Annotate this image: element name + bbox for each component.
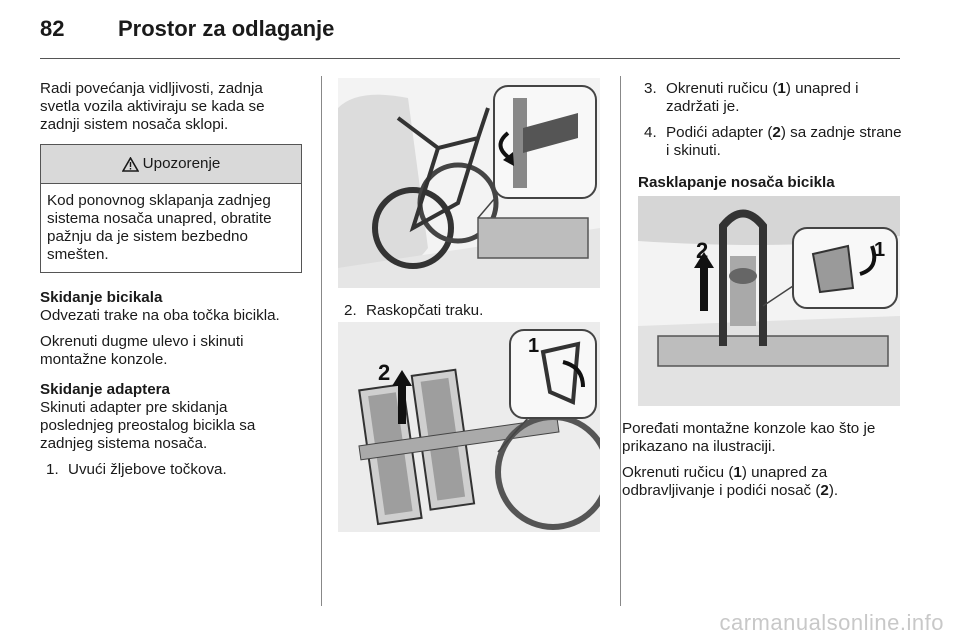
step-text: Okrenuti ručicu (1) unapred i zadržati je. bbox=[666, 80, 859, 115]
figure-label-2: 2 bbox=[696, 238, 709, 263]
warning-triangle-icon bbox=[122, 157, 139, 172]
bike-removal-heading: Skidanje bicikala bbox=[40, 289, 163, 306]
page-title: Prostor za odlaganje bbox=[118, 16, 335, 41]
adapter-text: Skinuti adapter pre skidanja poslednjeg preostalog bicikla sa zadnjeg sistema nosača. bbox=[40, 399, 256, 452]
step-number: 2. bbox=[344, 302, 357, 319]
adapter-heading: Skidanje adaptera bbox=[40, 381, 170, 398]
step-number: 4. bbox=[644, 124, 657, 141]
figure-label-2: 2 bbox=[378, 360, 391, 385]
step-2 bbox=[344, 302, 604, 320]
warning-header bbox=[41, 145, 301, 184]
align-text: Poređati montažne konzole kao što je prikazano na ilustraciji. bbox=[622, 420, 876, 455]
step-text: Raskopčati traku. bbox=[366, 302, 484, 319]
intro-paragraph: Radi povećanja vidljivosti, zadnja svetla vozila aktiviraju se kada se zadnji sistem nosača sklopi. bbox=[40, 80, 265, 133]
warning-text: Kod ponovnog sklapanja zadnjeg sistema nosača unapred, obratite pažnju da je sistem bezbedno smešten. bbox=[47, 192, 272, 263]
warning-box bbox=[40, 144, 302, 273]
column-3-lower bbox=[622, 420, 912, 508]
figure-label-1: 1 bbox=[874, 239, 886, 261]
final-text: Okrenuti ručicu (1) unapred za odbravljivanje i podići nosač (2). bbox=[622, 464, 839, 499]
step-number: 3. bbox=[644, 80, 657, 97]
unfold-heading: Rasklapanje nosača bicikla bbox=[638, 174, 835, 191]
warning-label: Upozorenje bbox=[142, 155, 221, 172]
bike-removal-text-2: Okrenuti dugme ulevo i skinuti montažne konzole. bbox=[40, 333, 244, 368]
bike-removal-text-1: Odvezati trake na oba točka bicikla. bbox=[40, 307, 280, 324]
step-text: Uvući žljebove točkova. bbox=[68, 461, 227, 478]
step-1 bbox=[40, 461, 305, 479]
header-divider bbox=[40, 58, 900, 59]
step-number: 1. bbox=[46, 461, 59, 478]
column-divider-1 bbox=[321, 76, 322, 606]
page-number: 82 bbox=[40, 16, 65, 41]
step-text: Podići adapter (2) sa zadnje strane i skinuti. bbox=[666, 124, 902, 159]
watermark: carmanualsonline.info bbox=[719, 610, 944, 635]
illustration-wheel-channels bbox=[338, 322, 600, 532]
step-3 bbox=[638, 80, 906, 116]
figure-label-1: 1 bbox=[528, 335, 540, 357]
step-4 bbox=[638, 124, 906, 160]
illustration-unfold-rack bbox=[638, 196, 900, 406]
column-1 bbox=[40, 80, 305, 487]
illustration-bike-rack bbox=[338, 78, 600, 288]
column-divider-2 bbox=[620, 76, 621, 606]
column-3 bbox=[638, 80, 906, 192]
